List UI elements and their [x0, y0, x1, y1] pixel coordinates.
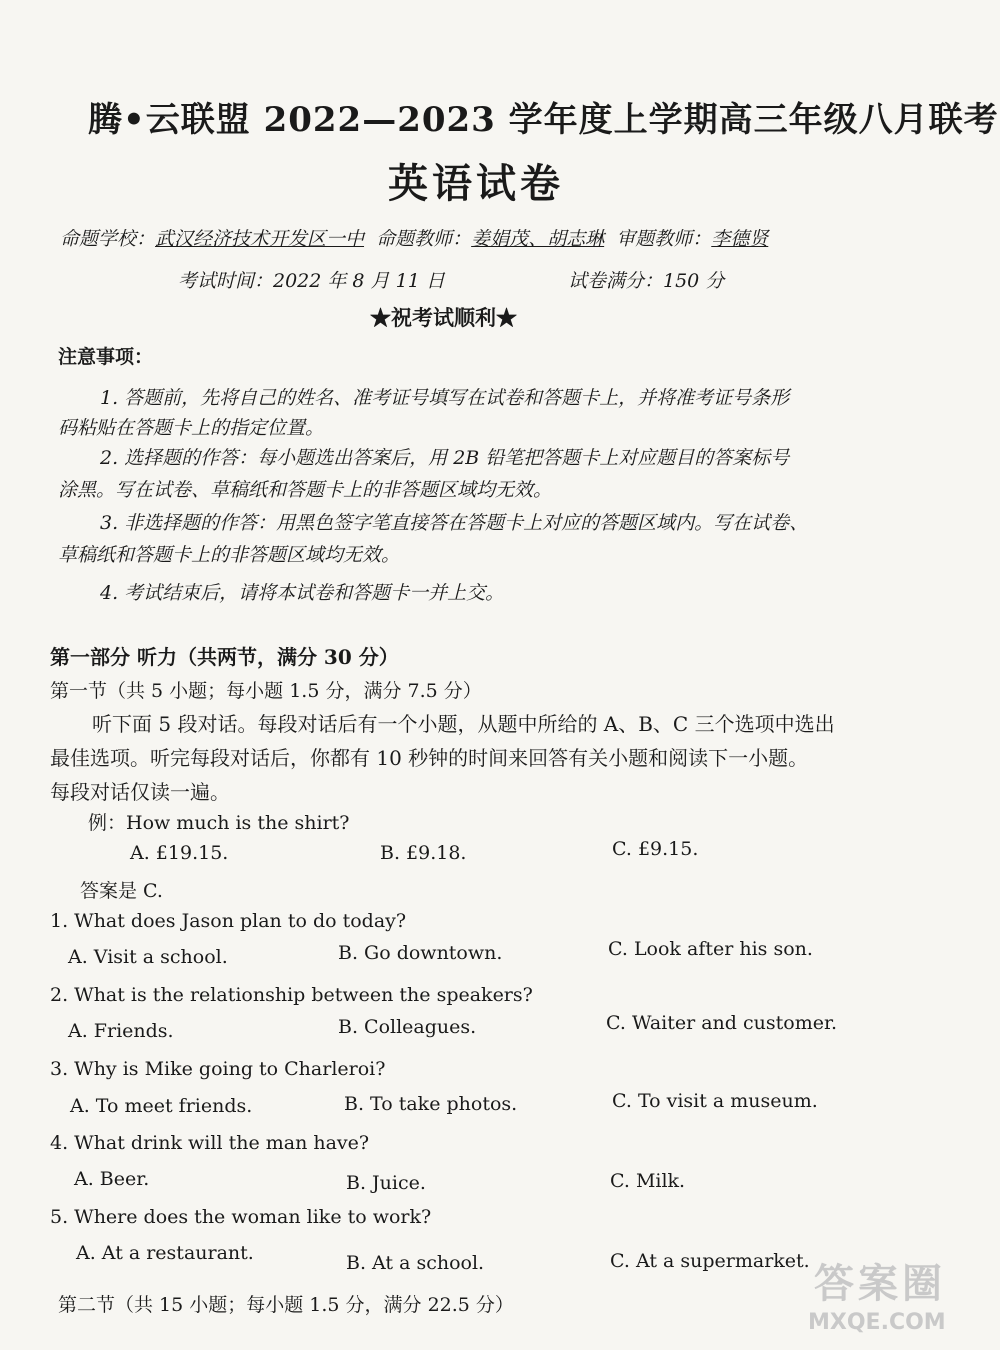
q5-option-a: A. At a restaurant.: [76, 1242, 254, 1264]
q4-option-b: B. Juice.: [346, 1172, 426, 1194]
instruction-line: 最佳选项。听完每段对话后，你都有 10 秒钟的时间来回答有关小题和阅读下一小题。: [50, 746, 809, 770]
notes-title: 注意事项：: [58, 346, 154, 368]
q1-option-c: C. Look after his son.: [608, 938, 813, 960]
example-question: 例：How much is the shirt?: [88, 812, 350, 834]
setter-info-line: [60, 224, 768, 251]
note-line: 3. 非选择题的作答：用黑色签字笔直接答在答题卡上对应的答题区域内。写在试卷、: [100, 512, 809, 534]
school-label: 命题学校：: [60, 228, 156, 250]
instruction-line: 每段对话仅读一遍。: [50, 780, 230, 804]
q4-option-a: A. Beer.: [74, 1168, 150, 1190]
question-4: 4. What drink will the man have?: [50, 1132, 370, 1154]
question-3: 3. Why is Mike going to Charleroi?: [50, 1058, 386, 1080]
example-option-c: C. £9.15.: [612, 838, 699, 860]
q3-option-a: A. To meet friends.: [70, 1095, 253, 1117]
q5-option-b: B. At a school.: [346, 1252, 485, 1274]
exam-title: 腾•云联盟 2022—2023 学年度上学期高三年级八月联考: [88, 100, 999, 140]
exam-info-line: [178, 266, 725, 293]
reviewer-name: 李德贤: [711, 228, 769, 250]
note-line: 涂黑。写在试卷、草稿纸和答题卡上的非答题区域均无效。: [58, 479, 553, 501]
question-2: 2. What is the relationship between the speakers?: [50, 984, 533, 1006]
q5-option-c: C. At a supermarket.: [610, 1250, 810, 1272]
q2-option-a: A. Friends.: [68, 1020, 174, 1042]
question-1: 1. What does Jason plan to do today?: [50, 910, 407, 932]
watermark-logo-text: 答案圈: [814, 1261, 946, 1307]
full-score: 试卷满分：150 分: [568, 270, 725, 292]
q3-option-b: B. To take photos.: [344, 1093, 518, 1115]
q2-option-b: B. Colleagues.: [338, 1016, 477, 1038]
note-line: 码粘贴在答题卡上的指定位置。: [58, 417, 325, 439]
watermark-url: MXQE.COM: [808, 1310, 946, 1335]
example-answer: 答案是 C.: [80, 880, 163, 902]
question-5: 5. Where does the woman like to work?: [50, 1206, 432, 1228]
section1-title: 第一节（共 5 小题；每小题 1.5 分，满分 7.5 分）: [50, 680, 482, 702]
setter-label: 命题教师：: [376, 228, 472, 250]
q3-option-c: C. To visit a museum.: [612, 1090, 818, 1112]
reviewer-label: 审题教师：: [616, 228, 712, 250]
setter-names: 姜娟茂、胡志琳: [471, 228, 605, 250]
note-line: 4. 考试结束后，请将本试卷和答题卡一并上交。: [100, 582, 505, 604]
site-watermark: [800, 1252, 995, 1342]
q1-option-b: B. Go downtown.: [338, 942, 503, 964]
example-option-a: A. £19.15.: [130, 842, 229, 864]
note-line: 2. 选择题的作答：每小题选出答案后，用 2B 铅笔把答题卡上对应题目的答案标号: [100, 447, 790, 469]
q4-option-c: C. Milk.: [610, 1170, 686, 1192]
exam-time: 考试时间：2022 年 8 月 11 日: [178, 270, 445, 292]
section2-title: 第二节（共 15 小题；每小题 1.5 分，满分 22.5 分）: [58, 1294, 514, 1316]
instruction-line: 听下面 5 段对话。每段对话后有一个小题，从题中所给的 A、B、C 三个选项中选出: [92, 712, 835, 736]
school-name: 武汉经济技术开发区一中: [155, 228, 365, 250]
note-line: 草稿纸和答题卡上的非答题区域均无效。: [58, 544, 401, 566]
q2-option-c: C. Waiter and customer.: [606, 1012, 837, 1034]
example-option-b: B. £9.18.: [380, 842, 467, 864]
note-line: 1. 答题前，先将自己的姓名、准考证号填写在试卷和答题卡上，并将准考证号条形: [100, 387, 790, 409]
part1-title: 第一部分 听力（共两节，满分 30 分）: [50, 645, 399, 669]
exam-subject-title: 英语试卷: [388, 160, 564, 207]
q1-option-a: A. Visit a school.: [68, 946, 228, 968]
good-luck-banner: ★祝考试顺利★: [370, 305, 517, 330]
